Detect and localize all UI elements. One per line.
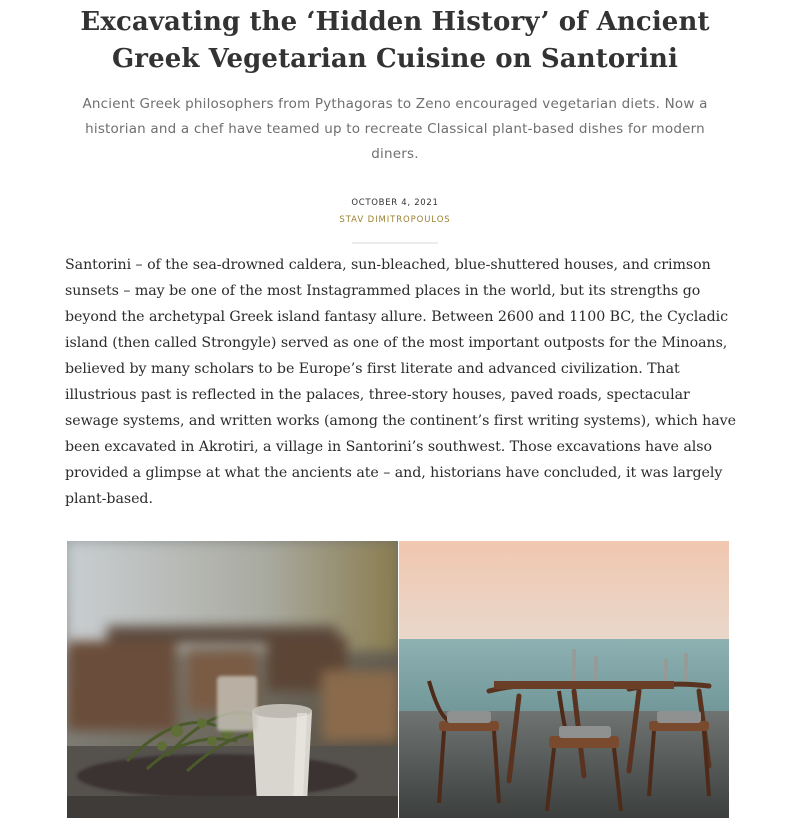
article-dek: Ancient Greek philosophers from Pythagoras to Zeno encouraged vegetarian diets. Now a historian and a chef have teamed up to recreate Classical plant-based dishes for modern diners. [82, 96, 708, 162]
photo-seaside-terrace[interactable] [399, 541, 729, 818]
article-title: Excavating the ‘Hidden History’ of Ancient Greek Vegetarian Cuisine on Santorini [80, 7, 710, 74]
divider [352, 242, 438, 244]
photo-gallery [67, 541, 729, 818]
article-body: Santorini – of the sea-drowned caldera, sun-bleached, blue-shuttered houses, and crimson sunsets – may be one of the most Instagrammed places in the world, but its strengths go beyond the archetypal Greek island fantasy allure. Between 2600 and 1100 BC, the Cycladic island (then called Strongyle) served as one of the most important outposts for the Minoans, believed by many scholars to be Europe’s first literate and advanced civilization. That illustrious past is reflected in the palaces, three-story houses, paved roads, spectacular sewage systems, and written works (among the continent’s first writing systems), which have been excavated in Akrotiri, a village in Santorini’s southwest. Those excavations have also provided a glimpse at what the ancients ate – and, historians have concluded, it was largely plant-based. [65, 257, 736, 507]
author-link[interactable]: STAV DIMITROPOULOS [339, 215, 451, 225]
author-byline [0, 214, 790, 226]
photo-herb-dish[interactable] [67, 541, 398, 818]
article-date: OCTOBER 4, 2021 [351, 198, 439, 208]
